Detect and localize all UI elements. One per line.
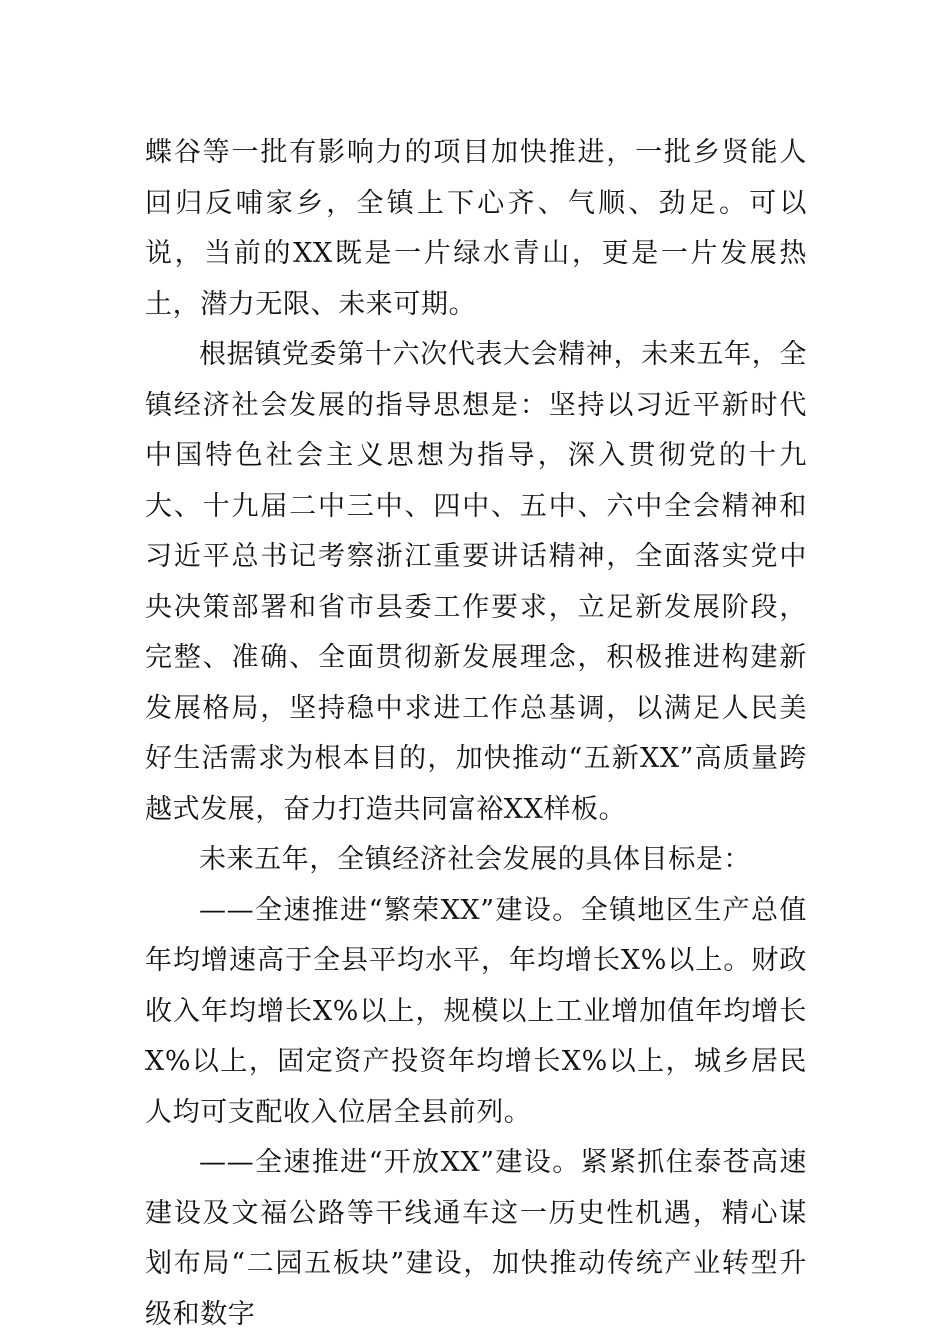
paragraph-goals-intro: 未来五年，全镇经济社会发展的具体目标是： [199, 844, 751, 875]
paragraph-prosperous-goal: ——全速推进“繁荣XX”建设。全镇地区生产总值年均增速高于全县平均水平，年均增长X%以上。财政收入年均增长X%以上，规模以上工业增加值年均增长X%以上，固定资产投资年均增长X%以上，城乡居民人均可支配收入位居全县前列。 [145, 894, 807, 1128]
paragraph-continuation: 蝶谷等一批有影响力的项目加快推进，一批乡贤能人回归反哺家乡，全镇上下心齐、气顺、劲足。可以说，当前的XX既是一片绿水青山，更是一片发展热土，潜力无限、未来可期。 [145, 137, 807, 320]
paragraph-guiding-ideology: 根据镇党委第十六次代表大会精神，未来五年，全镇经济社会发展的指导思想是：坚持以习近平新时代中国特色社会主义思想为指导，深入贯彻党的十九大、十九届二中三中、四中、五中、六中全会精神和习近平总书记考察浙江重要讲话精神，全面落实党中央决策部署和省市县委工作要求，立足新发展阶段，完整、准确、全面贯彻新发展理念，积极推进构建新发展格局，坚持稳中求进工作总基调，以满足人民美好生活需求为根本目的，加快推动“五新XX”高质量跨越式发展，奋力打造共同富裕XX样板。 [145, 339, 807, 825]
body-text [145, 128, 807, 1340]
paragraph-open-goal: ——全速推进“开放XX”建设。紧紧抓住泰苍高速建设及文福公路等干线通车这一历史性机遇，精心谋划布局“二园五板块”建设，加快推动传统产业转型升级和数字 [145, 1147, 807, 1330]
